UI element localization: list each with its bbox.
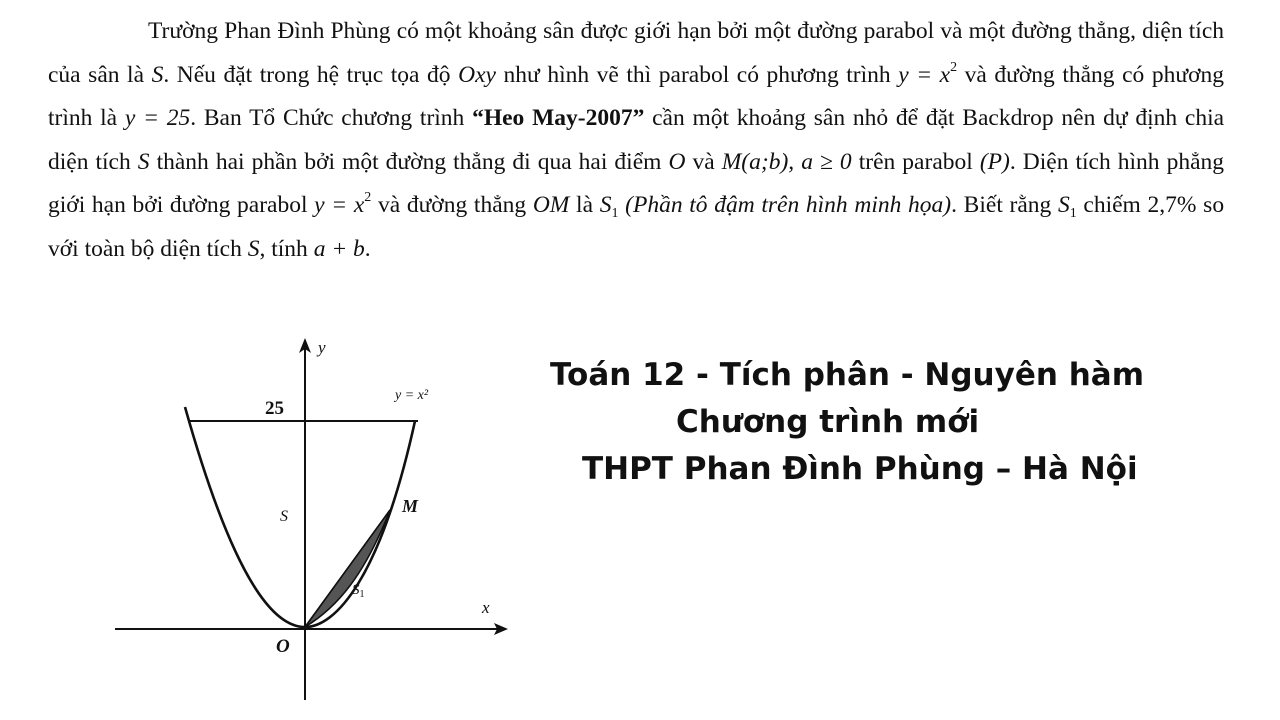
parabola-eq-base: y = x	[898, 61, 951, 88]
point-M-label: M	[402, 496, 419, 516]
parabola-eq-exp: 2	[950, 59, 958, 75]
problem-statement	[48, 10, 1224, 271]
text-s3: như hình vẽ thì parabol có phương trình	[503, 61, 891, 88]
math-parabola-eq-2	[314, 192, 371, 218]
S1-base: S	[599, 192, 612, 218]
math-S1	[599, 192, 619, 221]
text-s2: . Nếu đặt trong hệ trục tọa độ	[163, 61, 451, 88]
math-parabola-eq	[898, 59, 958, 88]
parabola-curve	[185, 407, 415, 627]
region-S-label: S	[280, 508, 288, 525]
math-point-M: M(a;b), a ≥ 0	[721, 148, 852, 175]
heading-line-2: Chương trình mới	[676, 404, 980, 440]
parabola-eq-exp-2: 2	[364, 190, 372, 205]
math-OM: OM	[532, 192, 570, 218]
tick-25-label: 25	[265, 398, 284, 419]
S1-base-2: S	[1057, 192, 1070, 218]
heading-line-3: THPT Phan Đình Phùng – Hà Nội	[582, 451, 1138, 487]
line-OM	[305, 510, 390, 627]
text-and: và	[692, 148, 715, 175]
math-S-3: S	[247, 235, 260, 262]
text-s7: thành hai phần bởi một đường thẳng đi qua hai điểm	[156, 148, 662, 175]
text-s10: và đường thẳng	[377, 192, 527, 218]
text-is: là	[576, 192, 594, 218]
region-S1-base: S	[352, 582, 360, 598]
math-O: O	[668, 148, 686, 175]
math-S1-2	[1057, 192, 1077, 221]
text-s14: , tính	[259, 235, 308, 262]
text-s11: . Biết rằng	[951, 192, 1052, 218]
text-s9: . Diện tích hình phẳng giới hạn bởi đường parabol	[48, 148, 1225, 218]
curve-label: y = x²	[395, 388, 429, 403]
math-a-plus-b: a + b	[313, 235, 365, 262]
figure-note: (Phần tô đậm trên hình minh họa)	[625, 192, 952, 218]
S1-sub-2: 1	[1069, 206, 1077, 221]
y-axis-label: y	[318, 338, 326, 357]
x-axis-label: x	[482, 598, 490, 617]
origin-label: O	[276, 636, 290, 657]
math-S: S	[151, 61, 164, 88]
region-S1-sub: 1	[359, 589, 365, 600]
text-s6: cần một khoảng sân nhỏ để đặt Backdrop nên dự định chia diện tích	[48, 105, 1225, 175]
heading-line-1: Toán 12 - Tích phân - Nguyên hàm	[550, 357, 1144, 393]
percent-value: 2,7%	[1147, 192, 1197, 218]
text-s13: so với toàn bộ diện tích	[48, 192, 1225, 262]
math-P: (P)	[979, 148, 1010, 175]
parabola-figure	[110, 330, 520, 715]
math-line-eq: y = 25	[124, 105, 191, 131]
text-s12: chiếm	[1083, 192, 1141, 218]
S1-sub: 1	[611, 206, 619, 221]
text-s1: Trường Phan Đình Phùng có một khoảng sân được giới hạn bởi một đường parabol và một đường thẳng, diện tích của sân là	[48, 18, 1224, 88]
text-s4: và đường thẳng có phương trình là	[48, 61, 1225, 131]
course-heading	[520, 352, 1180, 493]
text-s5: . Ban Tổ Chức chương trình	[190, 105, 465, 131]
math-S-2: S	[137, 148, 150, 175]
region-S1-label	[352, 582, 365, 600]
math-Oxy: Oxy	[458, 61, 496, 88]
event-name: “Heo May-2007”	[472, 105, 645, 131]
text-s15: .	[364, 235, 371, 262]
parabola-eq-base-2: y = x	[314, 192, 365, 218]
text-s8: trên parabol	[858, 148, 973, 175]
